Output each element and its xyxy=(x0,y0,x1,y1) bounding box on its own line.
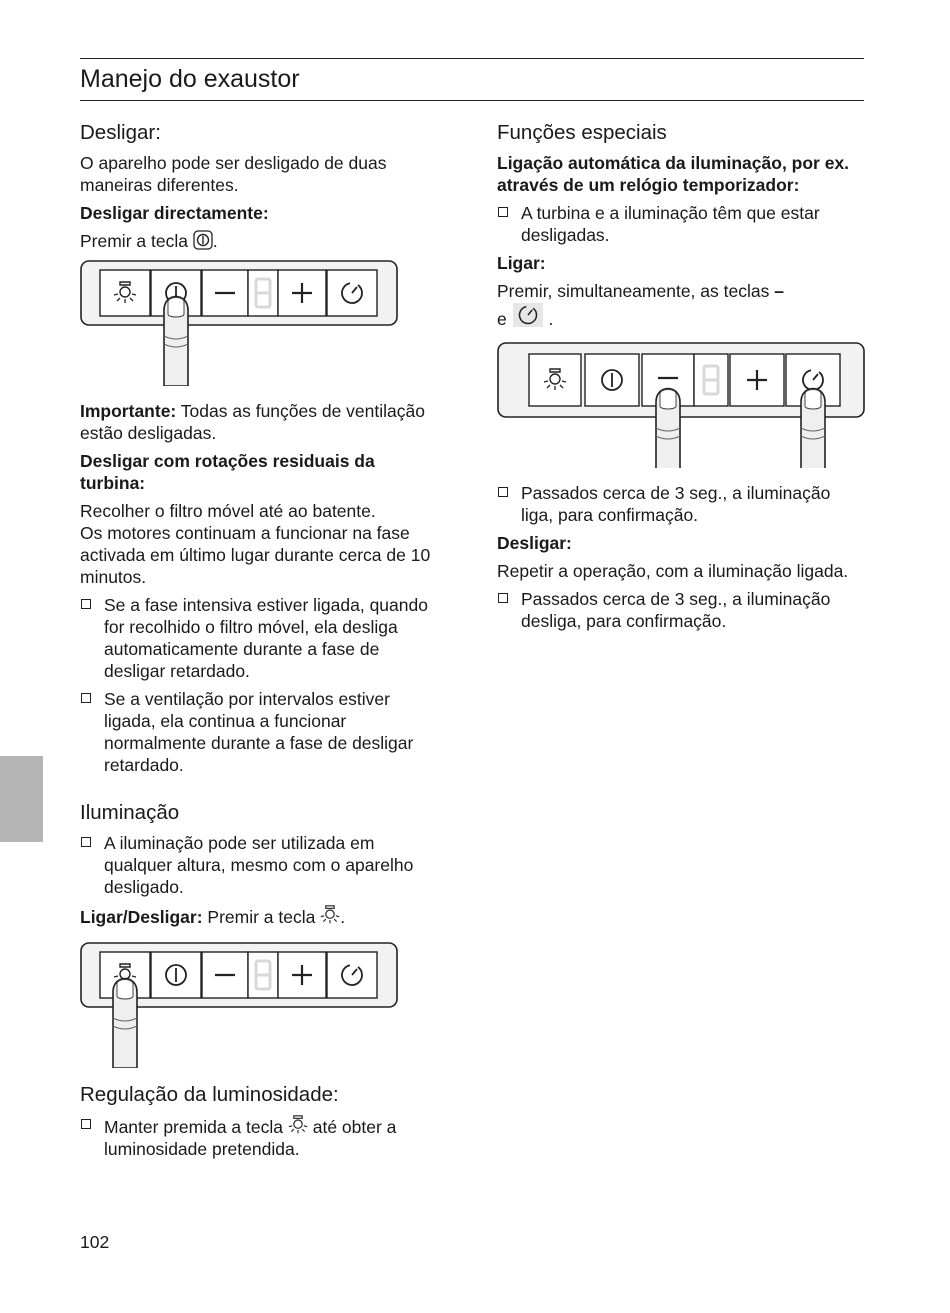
timer-icon xyxy=(512,302,544,328)
directo-paragraph: Premir a tecla . xyxy=(80,231,218,251)
regulacao-heading: Regulação da luminosidade: xyxy=(80,1083,339,1106)
page-title: Manejo do exaustor xyxy=(80,65,300,93)
ligar-text: Premir, simultaneamente, as teclas xyxy=(497,281,770,301)
directo-text: Premir a tecla xyxy=(80,231,188,251)
list-item xyxy=(80,594,442,682)
list-item xyxy=(497,482,865,526)
auto-label: Ligação automática da iluminação, por ex. através de um relógio temporizador: xyxy=(497,153,850,195)
ligar-text-end: . xyxy=(548,309,554,329)
desligar-intro: O aparelho pode ser desligado de duas maneiras diferentes. xyxy=(80,153,387,195)
minus-key-label: – xyxy=(774,281,784,301)
residual-text-1: Recolher o filtro móvel até ao batente. xyxy=(80,501,376,521)
ligar-paragraph xyxy=(497,280,865,330)
left-column xyxy=(80,120,442,1166)
iluminacao-heading: Iluminação xyxy=(80,801,180,824)
funcoes-heading: Funções especiais xyxy=(497,121,667,144)
list-item-text: Manter premida a tecla xyxy=(104,1117,283,1137)
ligar-label: Ligar/Desligar: xyxy=(80,907,203,927)
power-icon xyxy=(193,230,213,250)
checkbox-bullet-icon xyxy=(498,593,508,603)
ligar-paragraph: Ligar/Desligar: Premir a tecla . xyxy=(80,904,442,928)
desligar-text: Repetir a operação, com a iluminação ligada. xyxy=(497,561,849,581)
control-panel-auto xyxy=(497,342,865,468)
checkbox-bullet-icon xyxy=(498,207,508,217)
directo-label: Desligar directamente: xyxy=(80,203,269,223)
desligar-heading: Desligar: xyxy=(80,121,161,144)
residual-text-2: Os motores continuam a funcionar na fase activada em último lugar durante cerca de 10 minutos. xyxy=(80,523,431,587)
list-item-text: até obter a luminosidade pretendida. xyxy=(104,1117,397,1159)
top-rule xyxy=(80,58,864,59)
desligar-label: Desligar: xyxy=(497,533,572,553)
list-item xyxy=(497,588,865,632)
control-panel-power xyxy=(80,260,400,386)
title-rule xyxy=(80,100,864,101)
ligar-text: Premir a tecla xyxy=(207,907,316,927)
list-item-text: Passados cerca de 3 seg., a iluminação liga, para confirmação. xyxy=(521,483,831,525)
list-item xyxy=(80,688,442,776)
list-item-text: Passados cerca de 3 seg., a iluminação desliga, para confirmação. xyxy=(521,589,831,631)
list-item-text: Se a ventilação por intervalos estiver ligada, ela continua a funcionar normalmente durante a fase de desligar retardado. xyxy=(104,689,414,775)
checkbox-bullet-icon xyxy=(81,693,91,703)
list-item xyxy=(80,832,442,898)
checkbox-bullet-icon xyxy=(81,837,91,847)
light-icon xyxy=(320,904,340,926)
list-item-text: Se a fase intensiva estiver ligada, quando for recolhido o filtro móvel, ela desliga automaticamente durante a fase de desligar retardado. xyxy=(104,595,428,681)
importante-label: Importante: xyxy=(80,401,177,421)
residual-text xyxy=(80,500,442,588)
page-number: 102 xyxy=(80,1232,110,1252)
control-panel-light xyxy=(80,942,400,1068)
importante-text: Todas as funções de ventilação estão desligadas. xyxy=(80,401,425,443)
finger-icon xyxy=(164,297,188,387)
checkbox-bullet-icon xyxy=(81,1119,91,1129)
importante-paragraph xyxy=(80,400,442,444)
ligar-text-and: e xyxy=(497,309,507,329)
light-icon xyxy=(288,1114,308,1136)
list-item-text: A iluminação pode ser utilizada em qualquer altura, mesmo com o aparelho desligado. xyxy=(104,833,414,897)
ligar-label: Ligar: xyxy=(497,253,546,273)
list-item xyxy=(80,1114,442,1160)
list-item xyxy=(497,202,865,246)
checkbox-bullet-icon xyxy=(498,487,508,497)
finger-icon xyxy=(113,979,137,1069)
right-column xyxy=(497,120,865,638)
checkbox-bullet-icon xyxy=(81,599,91,609)
residual-label: Desligar com rotações residuais da turbina: xyxy=(80,451,375,493)
section-tab xyxy=(0,756,43,842)
list-item-text: A turbina e a iluminação têm que estar desligadas. xyxy=(521,203,820,245)
